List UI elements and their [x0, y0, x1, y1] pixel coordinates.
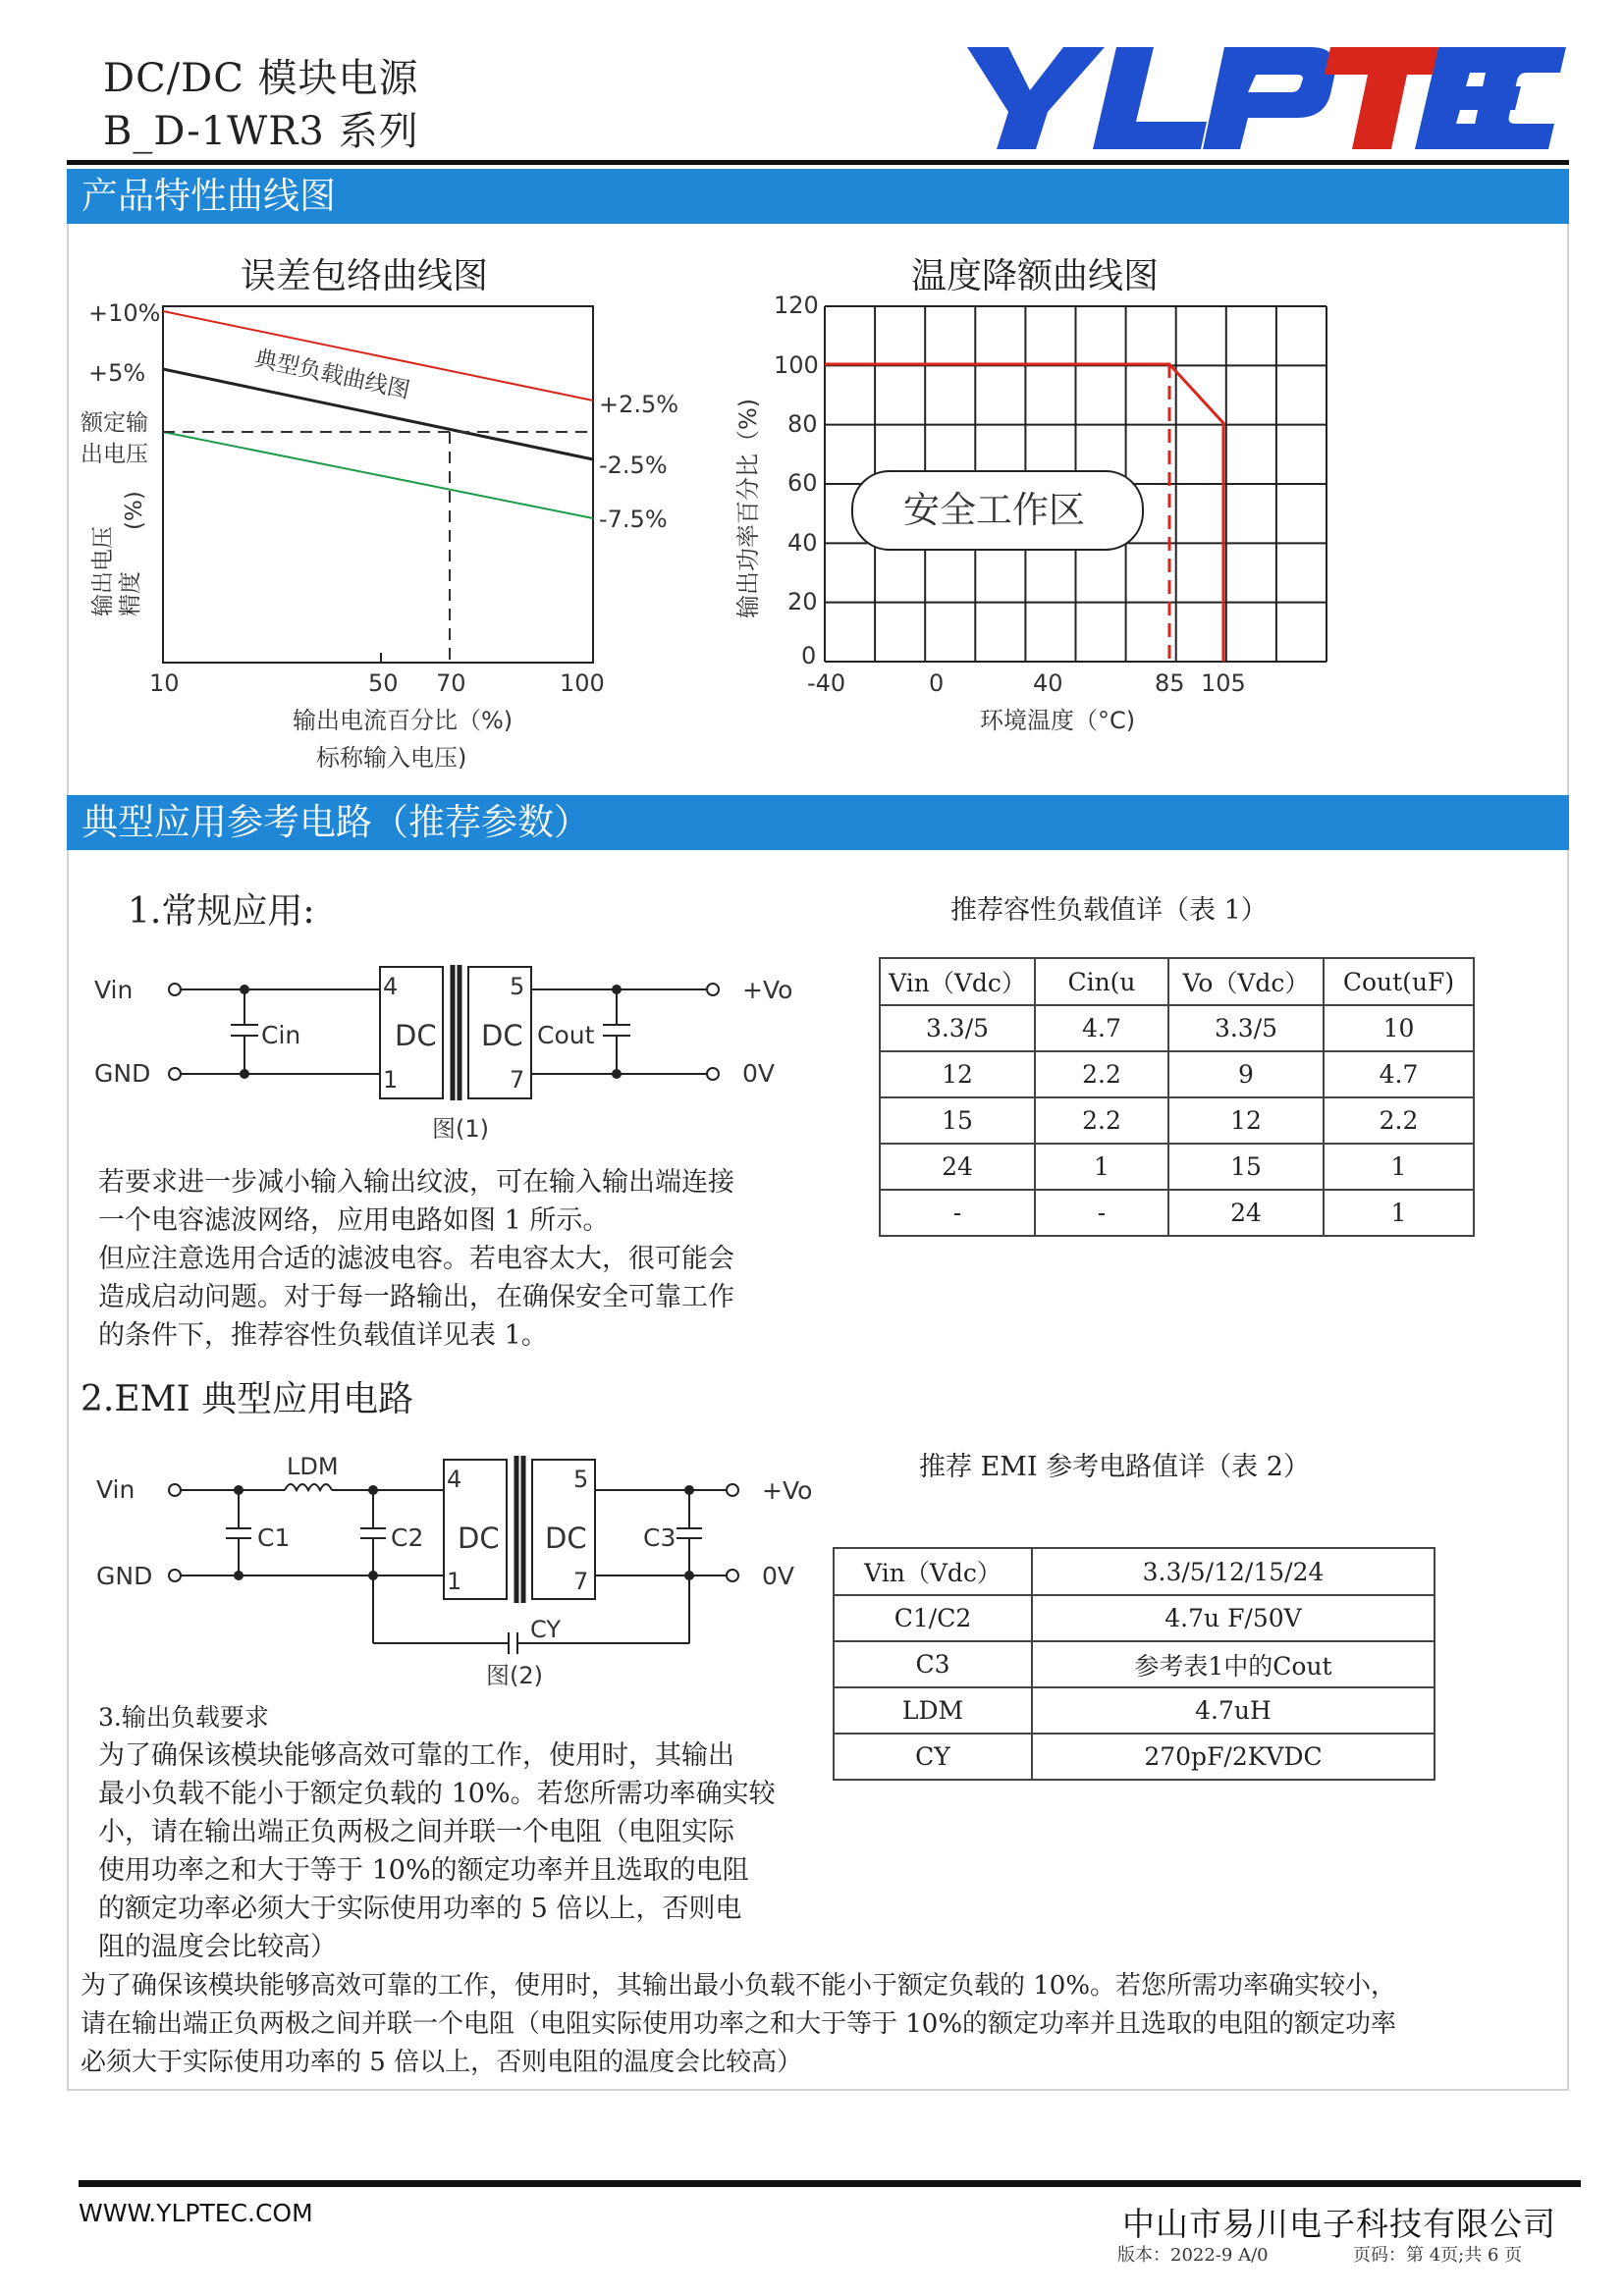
xtick-100: 100 — [560, 669, 605, 697]
series-title-line2: B_D-1WR3 系列 — [103, 109, 419, 154]
ylptec-logo — [947, 39, 1576, 157]
error-envelope-chart — [69, 285, 697, 785]
table-cell: 4.7 — [1324, 1051, 1474, 1097]
section-bar-characteristics: 产品特性曲线图 — [67, 169, 1569, 224]
table-cell: 2.2 — [1324, 1097, 1474, 1144]
c2-c1-label: C1 — [257, 1523, 291, 1552]
ytick-100: 100 — [774, 351, 819, 379]
c1-pin5: 5 — [510, 973, 525, 1000]
table-cell: 9 — [1168, 1051, 1324, 1097]
table-cell: LDM — [834, 1687, 1032, 1734]
ylabel-plus5: +5% — [88, 359, 146, 387]
c2-caption: 图(2) — [486, 1662, 543, 1689]
table-cell: CY — [834, 1734, 1032, 1780]
table-cell: 1 — [1324, 1190, 1474, 1236]
circuit-diagram-2 — [88, 1448, 835, 1698]
table-cell: 15 — [1168, 1144, 1324, 1190]
table-row — [880, 1005, 1474, 1051]
footer-company: 中山市易川电子科技有限公司 — [1122, 2205, 1556, 2243]
temp-derating-chart — [717, 285, 1345, 746]
table-cell: 4.7 — [1035, 1005, 1168, 1051]
temp-x-axis-label: 环境温度（°C) — [980, 707, 1136, 734]
load-para-line: 小，请在输出端正负两极之间并联一个电阻（电阻实际 — [98, 1817, 734, 1847]
xtick-105: 105 — [1201, 669, 1246, 697]
table1-title: 推荐容性负载值详（表 1） — [950, 895, 1268, 926]
table-row — [834, 1687, 1435, 1734]
footer-version: 版本：2022-9 A/0 — [1117, 2245, 1269, 2266]
xtick-neg40: -40 — [807, 669, 846, 697]
xtick-0: 0 — [929, 669, 945, 697]
y-axis-unit: (%) — [122, 491, 147, 530]
load-full-paragraph — [81, 1967, 1563, 2082]
ylabel-plus10: +10% — [88, 299, 161, 327]
table1-header: Cout(uF) — [1324, 958, 1474, 1005]
table-cell: 12 — [880, 1051, 1035, 1097]
ytick-80: 80 — [787, 410, 818, 438]
table-cell: Vin（Vdc） — [834, 1548, 1032, 1595]
c1-pin1: 1 — [383, 1066, 399, 1094]
c1-vo-label: +Vo — [742, 976, 793, 1004]
error-chart-title: 误差包络曲线图 — [241, 256, 489, 296]
c2-pin7: 7 — [573, 1568, 589, 1595]
c1-gnd-label: GND — [94, 1059, 151, 1088]
app1-paragraph — [98, 1163, 805, 1355]
footer-rule — [79, 2180, 1581, 2187]
table-cell: 270pF/2KVDC — [1032, 1734, 1435, 1780]
y-axis-label-2: 精度 — [118, 571, 143, 616]
table-row — [880, 1097, 1474, 1144]
ytick-60: 60 — [787, 469, 818, 497]
c2-c3-label: C3 — [643, 1523, 677, 1552]
c1-0v-label: 0V — [742, 1059, 776, 1088]
table-cell: 参考表1中的Cout — [1032, 1641, 1435, 1687]
section-bar-application: 典型应用参考电路（推荐参数） — [67, 795, 1569, 850]
c1-cout-label: Cout — [537, 1021, 595, 1049]
c2-pin4: 4 — [447, 1466, 462, 1493]
load-paragraph — [98, 1698, 825, 1966]
app1-para-line: 造成启动问题。对于每一路输出，在确保安全可靠工作 — [98, 1282, 734, 1312]
table-row — [880, 1051, 1474, 1097]
c2-c2-label: C2 — [391, 1523, 424, 1552]
table-row — [834, 1548, 1435, 1595]
app1-para-line: 但应注意选用合适的滤波电容。若电容太大，很可能会 — [98, 1244, 734, 1274]
table-cell: 4.7uH — [1032, 1687, 1435, 1734]
load-para-line: 使用功率之和大于等于 10%的额定功率并且选取的电阻 — [98, 1855, 749, 1886]
table-cell: 3.3/5/12/15/24 — [1032, 1548, 1435, 1595]
xtick-50: 50 — [368, 669, 399, 697]
c1-pin7: 7 — [510, 1066, 525, 1094]
table-cell: 3.3/5 — [1168, 1005, 1324, 1051]
y-axis-label-1: 输出电压 — [90, 526, 116, 616]
c2-0v-label: 0V — [762, 1562, 795, 1590]
table-row — [880, 1144, 1474, 1190]
table-cell: 24 — [1168, 1190, 1324, 1236]
c2-cy-label: CY — [530, 1616, 561, 1643]
table-emi-values — [833, 1547, 1435, 1781]
table-row — [834, 1641, 1435, 1687]
c2-dc-right: DC — [545, 1522, 587, 1555]
xtick-10: 10 — [149, 669, 180, 697]
ylabel-rated-1: 额定输 — [81, 410, 148, 436]
c2-vo-label: +Vo — [762, 1476, 813, 1505]
table-cell: 15 — [880, 1097, 1035, 1144]
table1-header: Vin（Vdc） — [880, 958, 1035, 1005]
temp-chart-title: 温度降额曲线图 — [911, 256, 1160, 296]
table-cell: 24 — [880, 1144, 1035, 1190]
table1-header: Cin(u — [1035, 958, 1168, 1005]
typical-curve-label: 典型负载曲线图 — [251, 346, 412, 404]
x-axis-label-2: 标称输入电压) — [316, 744, 467, 772]
table-cell: 2.2 — [1035, 1097, 1168, 1144]
table-cell: 4.7u F/50V — [1032, 1595, 1435, 1641]
label-minus2-5: -2.5% — [599, 452, 668, 479]
table-row — [880, 1190, 1474, 1236]
table-row — [834, 1595, 1435, 1641]
c1-dc-left: DC — [395, 1019, 437, 1052]
x-axis-label: 输出电流百分比（%) — [293, 707, 514, 734]
safe-zone-label: 安全工作区 — [903, 489, 1085, 531]
xtick-70: 70 — [436, 669, 466, 697]
table-cell: 1 — [1324, 1144, 1474, 1190]
table-row — [834, 1734, 1435, 1780]
table-capacitive-load — [879, 957, 1475, 1237]
xtick-85: 85 — [1155, 669, 1185, 697]
c2-dc-left: DC — [458, 1522, 500, 1555]
app1-para-line: 若要求进一步减小输入输出纹波，可在输入输出端连接 — [98, 1167, 734, 1198]
c1-cin-label: Cin — [261, 1021, 301, 1049]
temp-y-axis-label: 输出功率百分比（%) — [734, 398, 762, 618]
header-rule — [67, 160, 1569, 165]
app1-para-line: 的条件下，推荐容性负载值详见表 1。 — [98, 1320, 548, 1351]
table-cell: 12 — [1168, 1097, 1324, 1144]
load-full-line: 请在输出端正负两极之间并联一个电阻（电阻实际使用功率之和大于等于 10%的额定功率并且选取的电阻的额定功率 — [81, 2009, 1397, 2039]
c2-pin1: 1 — [447, 1568, 462, 1595]
table-cell: 2.2 — [1035, 1051, 1168, 1097]
load-para-line: 为了确保该模块能够高效可靠的工作，使用时，其输出 — [98, 1740, 734, 1771]
c2-pin5: 5 — [573, 1466, 589, 1493]
table-cell: - — [880, 1190, 1035, 1236]
c2-ldm-label: LDM — [287, 1453, 339, 1480]
footer-page: 页码：第 4页;共 6 页 — [1353, 2245, 1523, 2266]
plot-frame — [163, 306, 593, 663]
table-cell: 3.3/5 — [880, 1005, 1035, 1051]
c1-vin-label: Vin — [94, 976, 134, 1004]
footer-website[interactable]: WWW.YLPTEC.COM — [79, 2199, 313, 2227]
app1-title: 1.常规应用: — [128, 891, 315, 932]
table2-title: 推荐 EMI 参考电路值详（表 2） — [919, 1452, 1310, 1482]
table-cell: C3 — [834, 1641, 1032, 1687]
c1-dc-right: DC — [481, 1019, 523, 1052]
c1-pin4: 4 — [383, 973, 399, 1000]
table-cell: - — [1035, 1190, 1168, 1236]
c1-caption: 图(1) — [432, 1115, 489, 1143]
table-cell: 10 — [1324, 1005, 1474, 1051]
ytick-120: 120 — [774, 292, 819, 319]
xtick-40: 40 — [1033, 669, 1063, 697]
table-cell: 1 — [1035, 1144, 1168, 1190]
app1-para-line: 一个电容滤波网络，应用电路如图 1 所示。 — [98, 1205, 610, 1236]
load-full-line: 必须大于实际使用功率的 5 倍以上，否则电阻的温度会比较高） — [81, 2048, 803, 2077]
circuit-diagram-1 — [88, 957, 835, 1153]
series-title-line1: DC/DC 模块电源 — [103, 56, 419, 101]
load-para-line: 最小负载不能小于额定负载的 10%。若您所需功率确实较 — [98, 1779, 776, 1809]
c2-vin-label: Vin — [96, 1475, 135, 1504]
label-minus7-5: -7.5% — [599, 506, 668, 533]
c2-gnd-label: GND — [96, 1562, 153, 1590]
ytick-40: 40 — [787, 529, 818, 557]
label-plus2-5: +2.5% — [599, 391, 679, 418]
load-para-line: 的额定功率必须大于实际使用功率的 5 倍以上，否则电 — [98, 1894, 742, 1924]
app2-title: 2.EMI 典型应用电路 — [81, 1379, 414, 1419]
ytick-20: 20 — [787, 588, 818, 615]
load-title: 3.输出负载要求 — [98, 1703, 269, 1732]
table1-header: Vo（Vdc） — [1168, 958, 1324, 1005]
ytick-0: 0 — [801, 642, 817, 669]
ylabel-rated-2: 出电压 — [81, 442, 148, 467]
load-para-line: 阻的温度会比较高） — [98, 1932, 337, 1962]
table-cell: C1/C2 — [834, 1595, 1032, 1641]
load-full-line: 为了确保该模块能够高效可靠的工作，使用时，其输出最小负载不能小于额定负载的 10%。若您所需功率确实较小， — [81, 1971, 1397, 2001]
